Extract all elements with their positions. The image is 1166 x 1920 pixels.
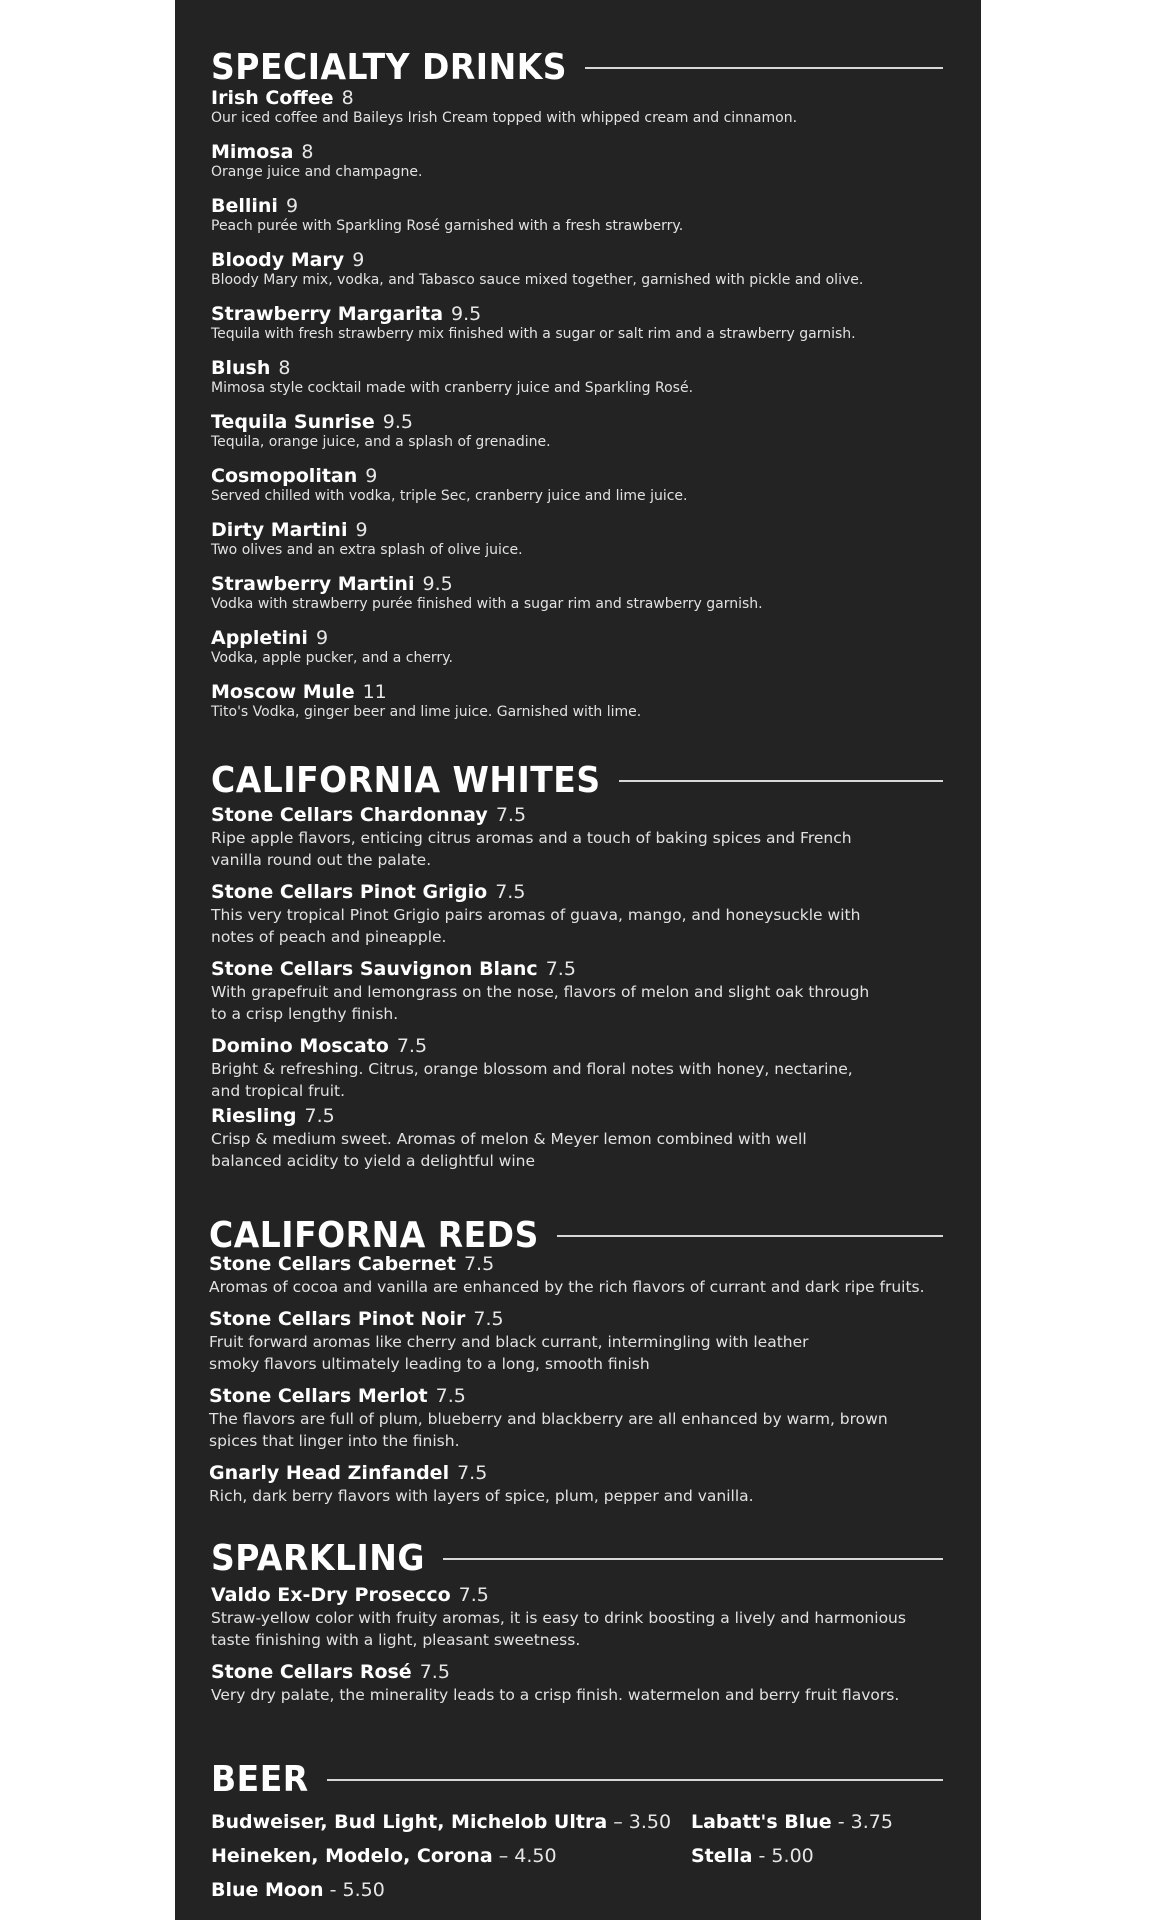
item-price: 7.5 — [435, 1385, 466, 1407]
menu-panel — [175, 0, 981, 1920]
item-description: Bloody Mary mix, vodka, and Tabasco sauce mixed together, garnished with pickle and olive. — [211, 272, 864, 288]
item-description: Bright & refreshing. Citrus, orange blossom and floral notes with honey, nectarine, — [211, 1060, 853, 1078]
menu-item — [211, 248, 943, 289]
item-name: Moscow Mule — [211, 681, 355, 703]
menu-item — [209, 1384, 943, 1452]
specialty-drinks-section — [211, 44, 943, 721]
section-rule — [327, 1779, 943, 1781]
item-description: Ripe apple flavors, enticing citrus aromas and a touch of baking spices and French — [211, 829, 852, 847]
item-name: Tequila Sunrise — [211, 411, 375, 433]
item-description: balanced acidity to yield a delightful wine — [211, 1152, 536, 1170]
section-title: SPECIALTY DRINKS — [211, 44, 568, 88]
item-name: Riesling — [211, 1105, 297, 1127]
item-description: Orange juice and champagne. — [211, 164, 423, 180]
menu-item — [211, 957, 943, 1025]
item-price: 7.5 — [495, 881, 526, 903]
item-description: smoky flavors ultimately leading to a long, smooth finish — [209, 1355, 650, 1373]
item-description: notes of peach and pineapple. — [211, 928, 447, 946]
item-price: 8 — [301, 141, 314, 163]
item-description: Crisp & medium sweet. Aromas of melon & Meyer lemon combined with well — [211, 1130, 807, 1148]
item-name: Mimosa — [211, 141, 294, 163]
menu-item — [211, 803, 943, 871]
item-price: 9.5 — [382, 411, 413, 433]
beer-name: Stella — [691, 1845, 753, 1867]
item-name: Stone Cellars Cabernet — [209, 1253, 456, 1275]
item-name: Cosmopolitan — [211, 465, 358, 487]
menu-item — [211, 140, 943, 181]
item-description: Vodka with strawberry purée finished with a sugar rim and strawberry garnish. — [211, 596, 763, 612]
item-price: 9 — [285, 195, 299, 217]
menu-item — [211, 86, 943, 127]
beer-name: Labatt's Blue — [691, 1811, 832, 1833]
item-description: Our iced coffee and Baileys Irish Cream topped with whipped cream and cinnamon. — [211, 110, 798, 126]
item-name: Appletini — [211, 627, 308, 649]
item-name: Stone Cellars Pinot Noir — [209, 1308, 466, 1330]
section-title: SPARKLING — [211, 1535, 425, 1579]
california-reds-section — [209, 1212, 943, 1507]
item-name: Bloody Mary — [211, 249, 345, 271]
section-title: CALIFORNIA WHITES — [211, 757, 601, 801]
item-name: Blush — [211, 357, 271, 379]
menu-item — [211, 1660, 943, 1706]
item-name: Strawberry Martini — [211, 573, 415, 595]
menu-item — [211, 464, 943, 505]
menu-item — [211, 1583, 943, 1651]
menu-item — [209, 1461, 943, 1507]
item-description: Straw-yellow color with fruity aromas, it is easy to drink boosting a lively and harmonious — [211, 1609, 906, 1627]
menu-item — [211, 1034, 943, 1102]
section-rule — [585, 67, 943, 69]
item-description: Rich, dark berry flavors with layers of spice, plum, pepper and vanilla. — [209, 1487, 754, 1505]
menu-item — [211, 626, 943, 667]
item-price: 9.5 — [451, 303, 482, 325]
menu-item — [211, 302, 943, 343]
section-rule — [619, 780, 943, 782]
item-name: Gnarly Head Zinfandel — [209, 1462, 450, 1484]
item-description: Vodka, apple pucker, and a cherry. — [211, 650, 453, 666]
item-description: Tito's Vodka, ginger beer and lime juice. Garnished with lime. — [211, 704, 642, 720]
item-description: vanilla round out the palate. — [211, 851, 432, 869]
section-rule — [443, 1558, 943, 1560]
item-price: 7.5 — [457, 1462, 488, 1484]
item-description: Very dry palate, the minerality leads to a crisp finish. watermelon and berry fruit flavors. — [211, 1686, 900, 1704]
beer-price: – 4.50 — [492, 1845, 557, 1867]
item-name: Dirty Martini — [211, 519, 348, 541]
section-title: CALIFORNA REDS — [209, 1212, 539, 1256]
item-description: Peach purée with Sparkling Rosé garnished with a fresh strawberry. — [211, 218, 684, 234]
item-price: 7.5 — [304, 1105, 335, 1127]
beer-price: – 3.50 — [607, 1811, 672, 1833]
item-description: This very tropical Pinot Grigio pairs aromas of guava, mango, and honeysuckle with — [211, 906, 861, 924]
menu-item — [211, 194, 943, 235]
item-name: Stone Cellars Sauvignon Blanc — [211, 958, 538, 980]
item-price: 7.5 — [458, 1584, 489, 1606]
item-description: and tropical fruit. — [211, 1082, 346, 1100]
item-name: Bellini — [211, 195, 278, 217]
item-name: Stone Cellars Pinot Grigio — [211, 881, 488, 903]
item-description: Tequila, orange juice, and a splash of grenadine. — [211, 434, 551, 450]
item-description: Aromas of cocoa and vanilla are enhanced by the rich flavors of currant and dark ripe fruits. — [209, 1278, 925, 1296]
beer-name: Budweiser, Bud Light, Michelob Ultra — [211, 1811, 608, 1833]
item-name: Domino Moscato — [211, 1035, 389, 1057]
california-whites-section — [211, 757, 943, 1172]
menu-item — [211, 572, 943, 613]
item-price: 7.5 — [396, 1035, 428, 1057]
item-price: 9 — [365, 465, 378, 487]
menu-item — [211, 680, 943, 721]
item-price: 9 — [315, 627, 329, 649]
item-description: Served chilled with vodka, triple Sec, cranberry juice and lime juice. — [211, 488, 688, 504]
item-description: With grapefruit and lemongrass on the nose, flavors of melon and slight oak through — [211, 983, 870, 1001]
item-description: spices that linger into the finish. — [209, 1432, 460, 1450]
menu-item — [209, 1252, 943, 1298]
section-title: BEER — [211, 1756, 309, 1800]
beer-price: - 5.00 — [752, 1845, 814, 1867]
section-rule — [557, 1235, 943, 1237]
menu-item — [211, 880, 943, 948]
beer-list — [211, 1810, 943, 1920]
item-price: 7.5 — [419, 1661, 450, 1683]
beer-item — [211, 1878, 385, 1902]
item-price: 7.5 — [545, 958, 576, 980]
item-price: 8 — [341, 87, 354, 109]
item-description: Tequila with fresh strawberry mix finished with a sugar or salt rim and a strawberry garnish. — [211, 326, 856, 342]
beer-item — [691, 1844, 814, 1868]
item-description: to a crisp lengthy finish. — [211, 1005, 399, 1023]
item-price: 11 — [362, 681, 387, 703]
menu-item — [209, 1307, 943, 1375]
item-description: Fruit forward aromas like cherry and black currant, intermingling with leather — [209, 1333, 809, 1351]
section-header — [211, 757, 943, 801]
sparkling-section — [211, 1535, 943, 1706]
beer-item — [211, 1810, 671, 1834]
item-price: 9 — [352, 249, 365, 271]
item-price: 9 — [355, 519, 368, 541]
item-price: 7.5 — [495, 804, 527, 826]
item-name: Stone Cellars Merlot — [209, 1385, 428, 1407]
item-description: Two olives and an extra splash of olive juice. — [211, 542, 523, 558]
beer-name: Blue Moon — [211, 1879, 324, 1901]
beer-item — [691, 1810, 893, 1834]
section-header — [209, 1212, 943, 1256]
beer-price: - 3.75 — [831, 1811, 893, 1833]
beer-name: Heineken, Modelo, Corona — [211, 1845, 493, 1867]
beer-item — [211, 1844, 557, 1868]
menu-item — [211, 356, 943, 397]
section-header — [211, 1535, 943, 1579]
beer-section — [211, 1756, 943, 1920]
section-header — [211, 44, 943, 88]
item-name: Stone Cellars Chardonnay — [211, 804, 488, 826]
item-description: The flavors are full of plum, blueberry and blackberry are all enhanced by warm, brown — [209, 1410, 888, 1428]
item-name: Strawberry Margarita — [211, 303, 444, 325]
item-description: taste finishing with a light, pleasant sweetness. — [211, 1631, 581, 1649]
item-price: 7.5 — [463, 1253, 495, 1275]
item-price: 7.5 — [473, 1308, 504, 1330]
menu-item — [211, 410, 943, 451]
item-name: Irish Coffee — [211, 87, 334, 109]
item-price: 9.5 — [422, 573, 453, 595]
menu-item — [211, 1104, 943, 1172]
item-name: Valdo Ex-Dry Prosecco — [211, 1584, 451, 1606]
item-description: Mimosa style cocktail made with cranberry juice and Sparkling Rosé. — [211, 380, 694, 396]
item-price: 8 — [278, 357, 291, 379]
beer-price: - 5.50 — [323, 1879, 385, 1901]
item-name: Stone Cellars Rosé — [211, 1661, 412, 1683]
menu-item — [211, 518, 943, 559]
section-header — [211, 1756, 943, 1800]
